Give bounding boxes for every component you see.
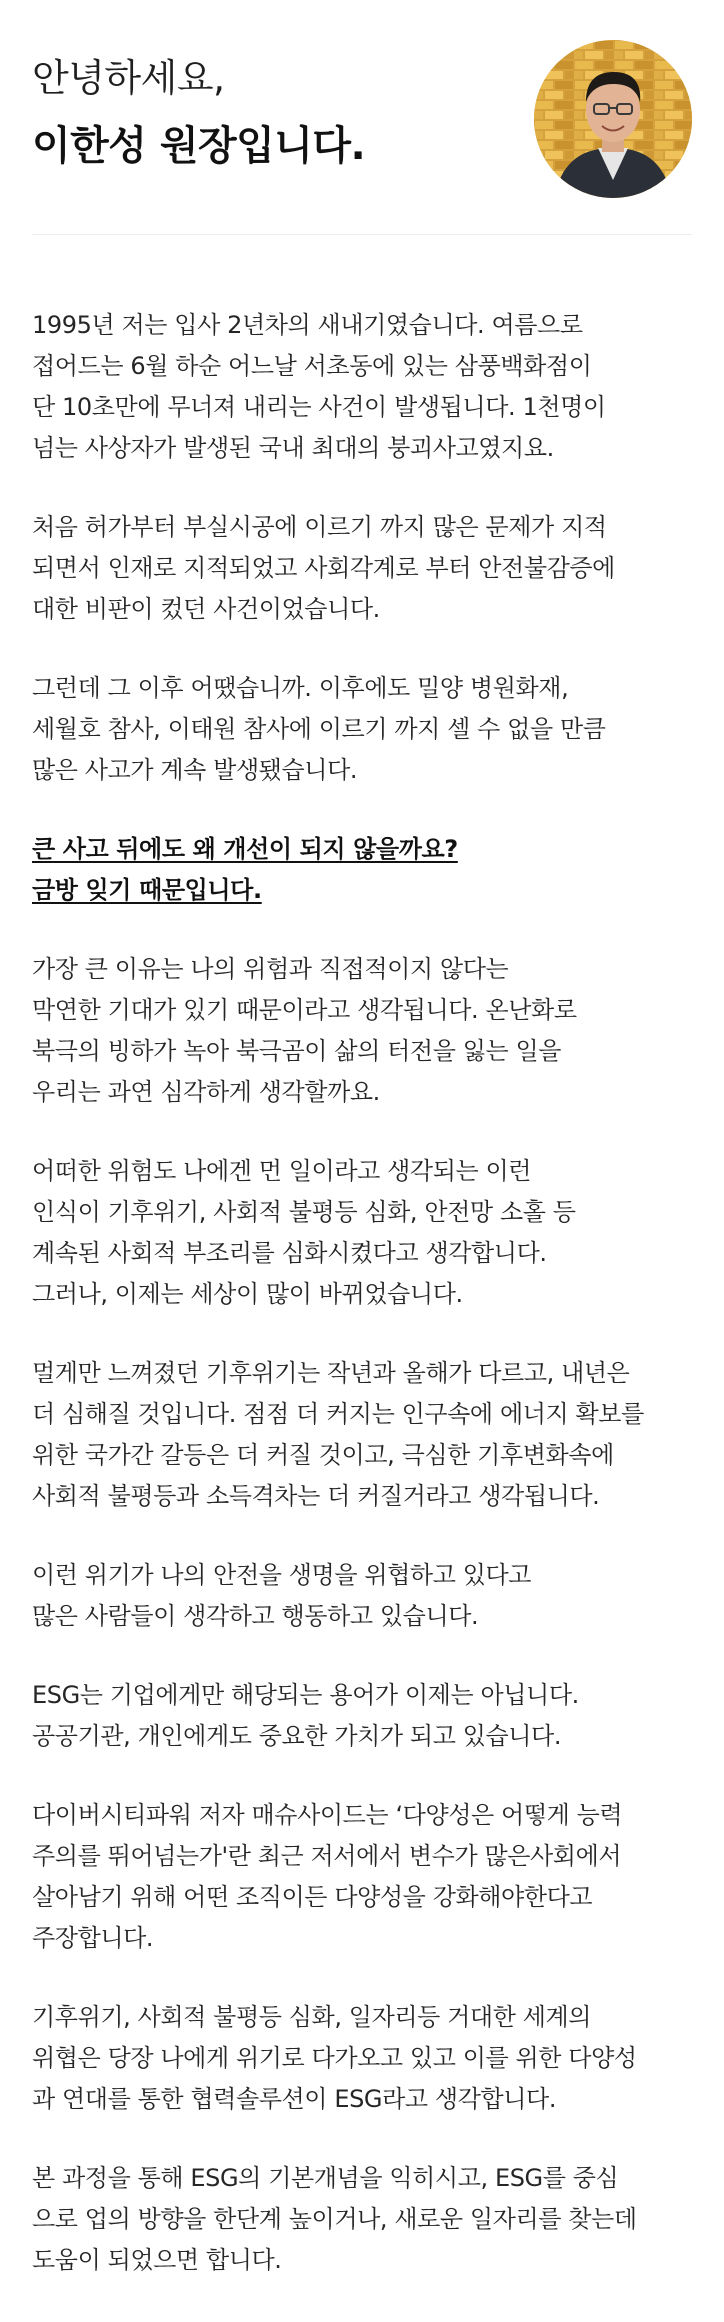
page-title: 이한성 원장입니다.: [32, 123, 366, 169]
greeting-text: 안녕하세요,: [32, 56, 225, 100]
avatar: [534, 40, 692, 198]
paragraph: 가장 큰 이유는 나의 위험과 직접적이지 않다는 막연한 기대가 있기 때문이라고 생각됩니다. 온난화로 북극의 빙하가 녹아 북극곰이 삶의 터전을 잃는 일을 우리는 과연 심각하게 생각할까요.: [32, 955, 577, 1106]
paragraph: 이런 위기가 나의 안전을 생명을 위협하고 있다고 많은 사람들이 생각하고 행동하고 있습니다.: [32, 1561, 532, 1630]
intro-header: [32, 40, 692, 190]
message-body: [32, 305, 692, 2319]
emphasis-paragraph: 큰 사고 뒤에도 왜 개선이 되지 않을까요? 금방 잊기 때문입니다.: [32, 835, 458, 904]
header-divider: [32, 234, 692, 235]
paragraph: 멀게만 느껴졌던 기후위기는 작년과 올해가 다르고, 내년은 더 심해질 것입니다. 점점 더 커지는 인구속에 에너지 확보를 위한 국가간 갈등은 더 커질 것이고, 극심한 기후변화속에 사회적 불평등과 소득격차는 더 커질거라고 생각됩니다.: [32, 1359, 644, 1510]
profile-photo-icon: [534, 40, 692, 198]
paragraph: 어떠한 위험도 나에겐 먼 일이라고 생각되는 이런 인식이 기후위기, 사회적 불평등 심화, 안전망 소홀 등 계속된 사회적 부조리를 심화시켰다고 생각합니다. 그러나, 이제는 세상이 많이 바뀌었습니다.: [32, 1157, 576, 1308]
paragraph: 처음 허가부터 부실시공에 이르기 까지 많은 문제가 지적 되면서 인재로 지적되었고 사회각계로 부터 안전불감증에 대한 비판이 컸던 사건이었습니다.: [32, 513, 615, 623]
paragraph: 1995년 저는 입사 2년차의 새내기였습니다. 여름으로 접어드는 6월 하순 어느날 서초동에 있는 삼풍백화점이 단 10초만에 무너져 내리는 사건이 발생됩니다. 1천명이 넘는 사상자가 발생된 국내 최대의 붕괴사고였지요.: [32, 311, 606, 462]
paragraph: 다이버시티파워 저자 매슈사이드는 ‘다양성은 어떻게 능력 주의를 뛰어넘는가'란 최근 저서에서 변수가 많은사회에서 살아남기 위해 어떤 조직이든 다양성을 강화해야한다고 주장합니다.: [32, 1801, 623, 1952]
paragraph: 그런데 그 이후 어땠습니까. 이후에도 밀양 병원화재, 세월호 참사, 이태원 참사에 이르기 까지 셀 수 없을 만큼 많은 사고가 계속 발생됐습니다.: [32, 674, 606, 784]
paragraph: 기후위기, 사회적 불평등 심화, 일자리등 거대한 세계의 위협은 당장 나에게 위기로 다가오고 있고 이를 위한 다양성 과 연대를 통한 협력솔루션이 ESG라고 생각합니다.: [32, 2003, 637, 2113]
paragraph: 본 과정을 통해 ESG의 기본개념을 익히시고, ESG를 중심 으로 업의 방향을 한단계 높이거나, 새로운 일자리를 찾는데 도움이 되었으면 합니다.: [32, 2164, 637, 2274]
paragraph: ESG는 기업에게만 해당되는 용어가 이제는 아닙니다. 공공기관, 개인에게도 중요한 가치가 되고 있습니다.: [32, 1681, 579, 1750]
